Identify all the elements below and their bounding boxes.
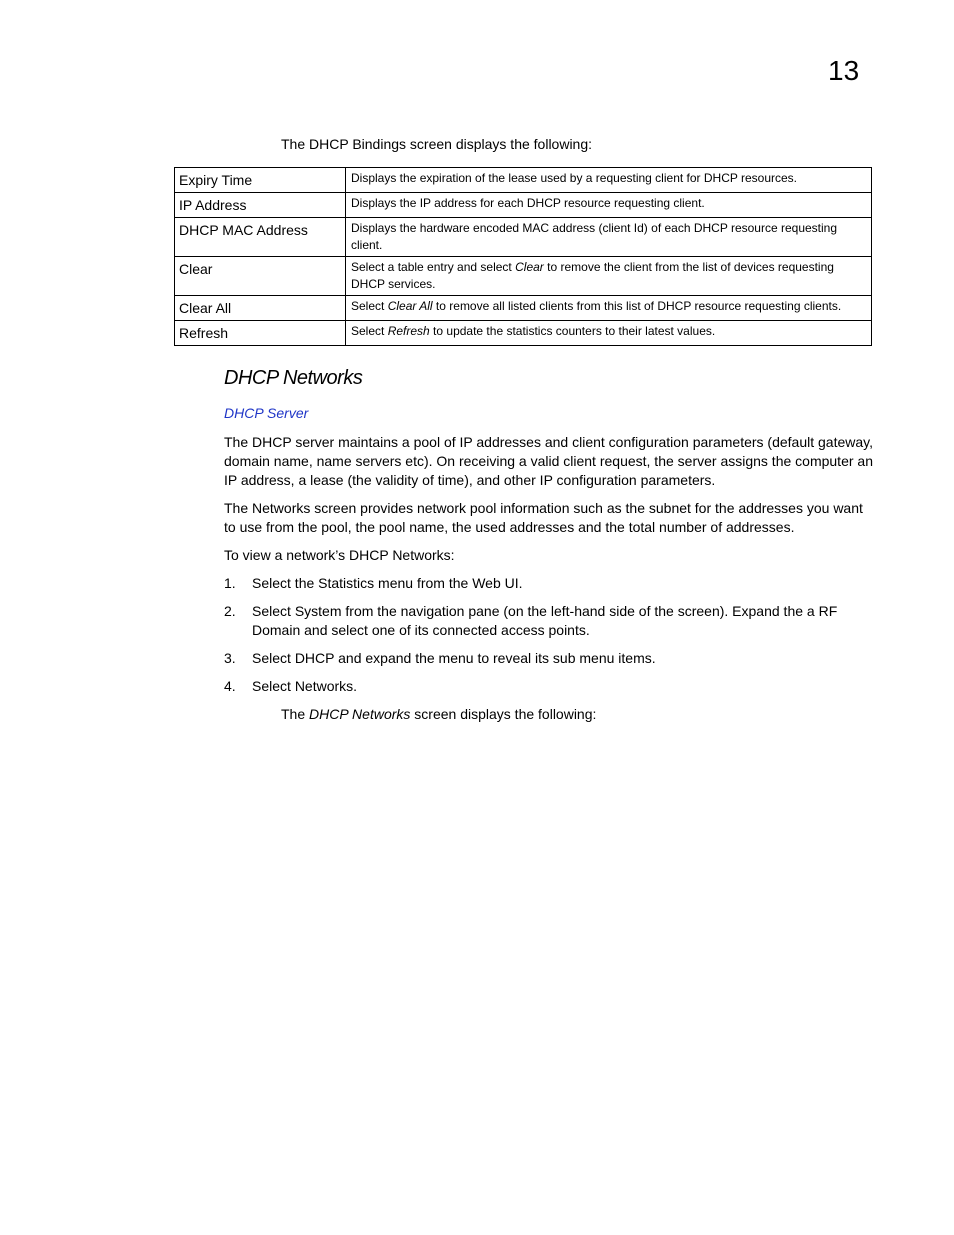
chapter-number: 13 xyxy=(828,55,860,86)
ui-term: System xyxy=(294,603,342,619)
table-term: Refresh xyxy=(175,321,346,346)
table-description: Select Clear All to remove all listed clients from this list of DHCP resource requesting clients. xyxy=(346,296,872,321)
step-item: 2. Select System from the navigation pane (on the left-hand side of the screen). Expand the a RF Domain and select one of its connected access points. xyxy=(224,603,838,638)
field-description-table xyxy=(174,167,872,346)
table-term: Expiry Time xyxy=(175,168,346,193)
table-term: Clear xyxy=(175,257,346,296)
step-item: 1. Select the Statistics menu from the Web UI. xyxy=(224,575,523,591)
procedure-steps xyxy=(224,574,874,705)
table-description: Select a table entry and select Clear to remove the client from the list of devices requesting DHCP services. xyxy=(346,257,872,296)
table-description: Displays the expiration of the lease used by a requesting client for DHCP resources. xyxy=(346,168,872,193)
step-number: 3. xyxy=(224,650,236,666)
table-term: IP Address xyxy=(175,193,346,218)
step-number: 2. xyxy=(224,603,236,619)
table-row xyxy=(175,296,872,321)
table-description: Select Refresh to update the statistics counters to their latest values. xyxy=(346,321,872,346)
table-row xyxy=(175,168,872,193)
paragraph-networks-screen: The Networks screen provides network pool information such as the subnet for the addresses you want to use from the pool, the pool name, the used addresses and the total number of addresses. xyxy=(224,500,863,535)
step-number: 4. xyxy=(224,678,236,694)
paragraph-dhcp-server: The DHCP server maintains a pool of IP addresses and client configuration parameters (default gateway, domain name, name servers etc). On receiving a valid client request, the server assigns the computer an IP address, a lease (the validity of time), and other IP configuration parameters. xyxy=(224,434,874,488)
screen-name-italic: DHCP Networks xyxy=(309,706,411,722)
ui-term: Networks xyxy=(294,678,354,694)
table-description: Displays the IP address for each DHCP resource requesting client. xyxy=(346,193,872,218)
screen-name: DHCP Bindings xyxy=(309,136,407,152)
table-row xyxy=(175,218,872,257)
dhcp-server-link[interactable]: DHCP Server xyxy=(224,405,309,421)
table-row xyxy=(175,193,872,218)
table-row xyxy=(175,257,872,296)
table-term: Clear All xyxy=(175,296,346,321)
intro-text: The DHCP Bindings screen displays the following: xyxy=(281,136,593,152)
step-number: 1. xyxy=(224,575,236,591)
table-term: DHCP MAC Address xyxy=(175,218,346,257)
ui-term: Statistics xyxy=(318,575,375,591)
outro-text: The DHCP Networks screen displays the following: xyxy=(281,706,597,722)
section-title: DHCP Networks xyxy=(224,367,363,389)
table-description: Displays the hardware encoded MAC address (client Id) of each DHCP resource requesting client. xyxy=(346,218,872,257)
paragraph-view-instruction: To view a network’s DHCP Networks: xyxy=(224,547,455,563)
step-item: 3. Select DHCP and expand the menu to reveal its sub menu items. xyxy=(224,650,656,666)
ui-term: DHCP xyxy=(294,650,335,666)
table-row xyxy=(175,321,872,346)
step-item: 4. Select Networks. xyxy=(224,678,358,694)
